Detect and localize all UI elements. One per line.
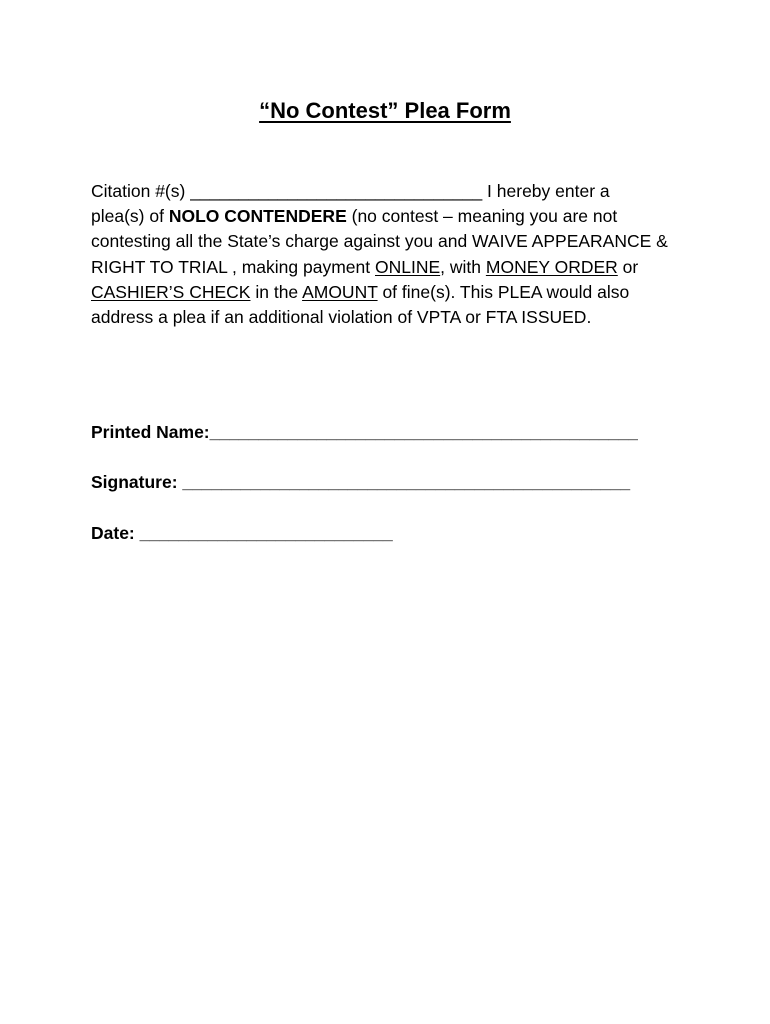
paragraph-line-6 [91, 305, 691, 330]
paragraph-line-3 [91, 229, 691, 254]
paragraph-text: (no contest – meaning you are not [346, 206, 618, 227]
paragraph-line-4 [91, 255, 691, 280]
paragraph-text: I hereby enter a [482, 181, 610, 201]
online-text: ONLINE [375, 256, 441, 277]
date-blank: __________________________ [139, 523, 393, 543]
paragraph-line-5 [91, 280, 691, 305]
signature-label: Signature: [91, 472, 183, 492]
signature-field [91, 470, 630, 494]
paragraph-text: contesting all the State’s charge against you and WAIVE APPEARANCE & [91, 231, 668, 252]
signature-blank: ______________________________________________ [182, 472, 631, 492]
paragraph-text: in the [250, 281, 303, 302]
date-label: Date: [91, 523, 140, 543]
form-title-text: “No Contest” Plea Form [259, 98, 511, 123]
money-order-text: MONEY ORDER [485, 256, 618, 277]
paragraph-line-1 [91, 179, 691, 204]
paragraph-text: plea(s) of [91, 206, 169, 227]
citation-label: Citation #(s) [91, 181, 191, 201]
paragraph-text: address a plea if an additional violation of VPTA or FTA ISSUED. [91, 306, 592, 327]
paragraph-text: RIGHT TO TRIAL , making payment [91, 256, 375, 277]
paragraph-line-2 [91, 204, 691, 229]
plea-paragraph [91, 179, 691, 330]
nolo-contendere-text: NOLO CONTENDERE [168, 206, 347, 227]
cashiers-check-text: CASHIER’S CHECK [91, 281, 251, 302]
form-title [0, 96, 770, 126]
paragraph-text: or [617, 256, 639, 277]
paragraph-text: , with [440, 256, 486, 277]
printed-name-blank: ____________________________________________ [209, 422, 638, 442]
printed-name-field [91, 420, 638, 444]
paragraph-text: of fine(s). This PLEA would also [377, 281, 630, 302]
printed-name-label: Printed Name: [91, 422, 210, 442]
amount-text: AMOUNT [302, 281, 378, 302]
citation-number-blank: ______________________________ [190, 181, 483, 201]
date-field [91, 521, 393, 545]
